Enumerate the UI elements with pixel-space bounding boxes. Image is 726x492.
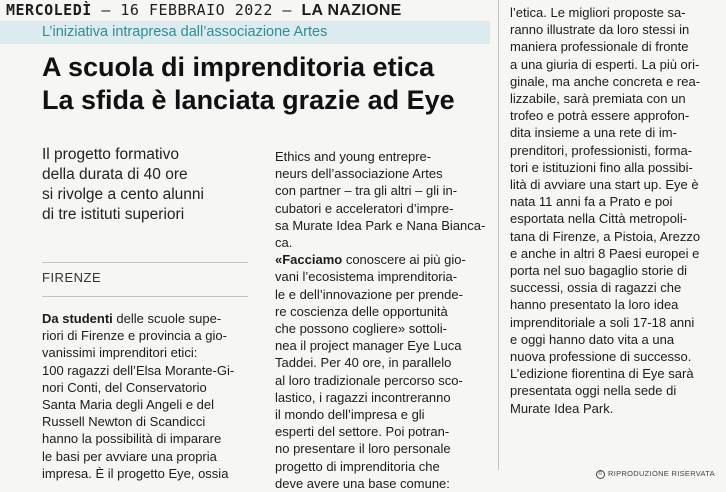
subtitle-line: della durata di 40 ore <box>42 166 188 183</box>
body-line: lità di avviare una start up. Eye è <box>510 177 699 193</box>
newspaper-name: LA NAZIONE <box>301 2 402 19</box>
masthead-day: MERCOLEDÌ <box>6 1 92 19</box>
body-line: impresa. È il progetto Eye, ossia <box>42 465 229 481</box>
dateline-city: FIRENZE <box>42 270 102 285</box>
body-line: e anche in altri 8 Paesi europei e <box>510 245 700 261</box>
kicker-text: L’iniziativa intrapresa dall’associazione Artes <box>42 24 328 40</box>
body-line: al loro tradizionale percorso sco- <box>275 372 463 388</box>
body-line: progetto di imprenditoria che <box>275 458 440 474</box>
lead-in-bold: «Facciamo <box>275 252 343 268</box>
body-line: nata 11 anni fa a Prato e poi <box>510 194 673 210</box>
body-line: dita insieme a una rete di im- <box>510 125 677 141</box>
body-line: esperti del settore. Poi potran- <box>275 424 450 440</box>
body-line: l’etica. Le migliori proposte sa- <box>510 5 686 20</box>
body-line: delle scuole supe- <box>112 311 222 326</box>
body-line: trofeo e potrà essere approfon- <box>510 108 690 124</box>
section-divider <box>42 262 248 263</box>
body-line: deve avere una base comune: <box>275 475 450 491</box>
body-line: e oggi hanno dato vita a una <box>510 331 675 347</box>
body-line: a una giuria di esperti. La più ori- <box>510 56 700 72</box>
body-line: presentata oggi nella sede di <box>510 383 677 399</box>
body-line: ranno illustrate da loro stessi in <box>510 22 690 38</box>
subtitle-line: Il progetto formativo <box>42 146 179 163</box>
body-line: prenditori, professionisti, forma- <box>510 142 693 158</box>
body-line: no presentare il loro personale <box>275 441 451 457</box>
body-line: con partner – tra gli altri – gli in- <box>275 183 458 199</box>
copyright-text: RIPRODUZIONE RISERVATA <box>608 469 715 478</box>
body-line: lastico, i ragazzi incontreranno <box>275 389 451 405</box>
body-line: lizzabile, sarà premiata con un <box>510 91 686 107</box>
copyright-notice <box>596 469 715 479</box>
body-line: hanno la possibilità di imparare <box>42 431 222 447</box>
body-line: vanissimi imprenditori etici: <box>42 345 198 361</box>
kicker-banner <box>0 21 490 44</box>
body-line: imprenditoriale a soli 17-18 anni <box>510 314 695 330</box>
body-line: le basi per avviare una propria <box>42 448 217 464</box>
section-divider <box>42 296 248 297</box>
article-column-2 <box>275 148 485 492</box>
body-line: L’edizione fiorentina di Eye sarà <box>510 366 694 382</box>
body-line: nea il project manager Eye Luca <box>275 338 462 354</box>
body-line: tana di Firenze, a Pistoia, Arezzo <box>510 228 701 244</box>
body-line: Ethics and young entrepre- <box>275 149 432 164</box>
body-line: 100 ragazzi dell’Elsa Morante-Gi- <box>42 362 235 378</box>
body-line: conoscere ai più gio- <box>342 252 466 268</box>
body-line: Russell Newton di Scandicci <box>42 414 206 430</box>
body-line: ca. <box>275 235 293 251</box>
copyright-icon: © <box>596 470 605 479</box>
body-line: Taddei. Per 40 ore, in parallelo <box>275 355 452 371</box>
body-line: il mondo dell’impresa e gli <box>275 407 425 423</box>
masthead-date: — 16 FEBBRAIO 2022 — <box>101 1 292 19</box>
article-column-3 <box>510 4 718 417</box>
body-line: tori e istituzioni fino alla possibi- <box>510 159 693 175</box>
headline-line-1: A scuola di imprenditoria etica <box>42 52 435 82</box>
body-line: nuova professione di successo. <box>510 349 692 365</box>
body-line: vani l’ecosistema imprenditoria- <box>275 269 458 285</box>
lead-in-bold: Da studenti <box>42 311 113 326</box>
headline-line-2: La sfida è lanciata grazie ad Eye <box>42 85 455 115</box>
body-line: ginale, ma anche concreta e rea- <box>510 73 701 89</box>
body-line: esportata nella Città metropoli- <box>510 211 688 227</box>
subtitle <box>42 145 252 225</box>
body-line: successi, ossia di ragazzi che <box>510 280 682 296</box>
body-line: nori Conti, del Conservatorio <box>42 379 207 395</box>
body-line: che possono cogliere» sottoli- <box>275 321 447 337</box>
masthead <box>6 1 402 20</box>
subtitle-line: di tre istituti superiori <box>42 206 185 223</box>
column-divider <box>498 0 499 470</box>
subtitle-line: si rivolge a cento alunni <box>42 186 204 203</box>
body-line: re coscienza delle opportunità <box>275 303 448 319</box>
body-line: riori di Firenze e provincia a gio- <box>42 328 227 344</box>
body-line: Santa Maria degli Angeli e del <box>42 397 215 413</box>
body-line: neurs dell’associazione Artes <box>275 166 443 182</box>
body-line: le e dell’innovazione per prende- <box>275 286 463 302</box>
body-line: porta nel suo bagaglio storie di <box>510 263 688 279</box>
body-line: hanno presentato la loro idea <box>510 297 679 313</box>
headline <box>42 51 487 117</box>
body-line: maniera professionale di fronte <box>510 39 689 55</box>
body-line: Murate Idea Park. <box>510 400 614 416</box>
body-line: cubatori e acceleratori d’impre- <box>275 200 454 216</box>
body-line: sa Murate Idea Park e Nana Bianca- <box>275 217 486 233</box>
article-column-1 <box>42 310 248 482</box>
